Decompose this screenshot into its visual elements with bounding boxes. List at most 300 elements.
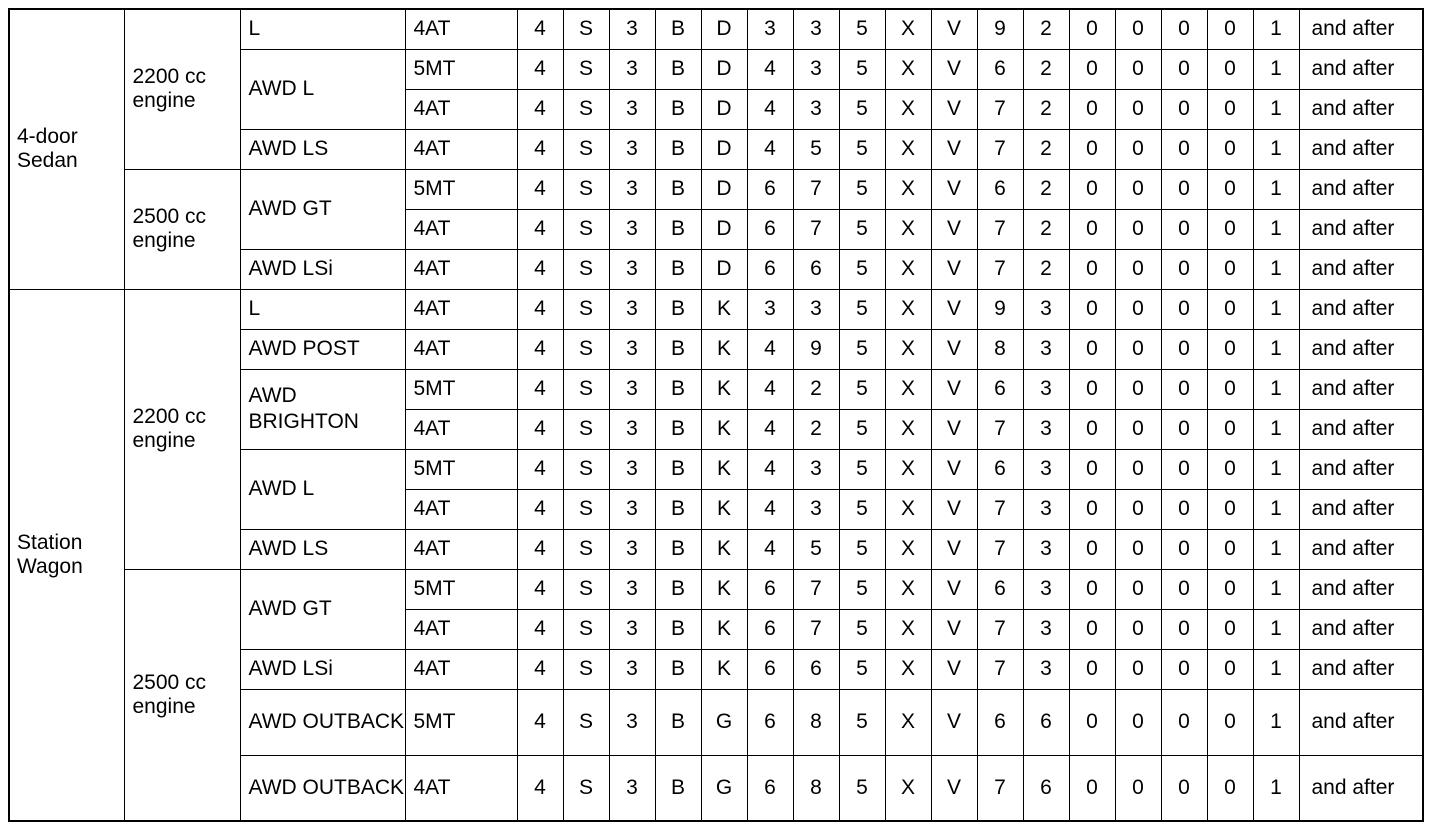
vin-char-cell: 3 (747, 289, 793, 329)
applicability-cell: and after (1299, 249, 1423, 289)
vin-char-cell: 0 (1069, 529, 1115, 569)
vin-char-cell: 0 (1207, 569, 1253, 609)
vin-char-cell: X (885, 129, 931, 169)
vin-char-cell: S (563, 649, 609, 689)
vin-char-cell: 3 (1023, 609, 1069, 649)
vin-char-cell: 4 (517, 689, 563, 755)
vin-char-cell: V (931, 89, 977, 129)
vin-char-cell: V (931, 755, 977, 821)
transmission-cell: 5MT (405, 49, 517, 89)
vin-char-cell: X (885, 649, 931, 689)
applicability-cell: and after (1299, 169, 1423, 209)
vin-char-cell: 0 (1069, 649, 1115, 689)
vin-char-cell: K (701, 409, 747, 449)
vin-char-cell: B (655, 329, 701, 369)
vin-char-cell: 1 (1253, 369, 1299, 409)
vin-char-cell: K (701, 369, 747, 409)
vin-char-cell: 0 (1161, 489, 1207, 529)
vin-char-cell: 0 (1115, 209, 1161, 249)
transmission-cell: 4AT (405, 755, 517, 821)
vin-char-cell: 1 (1253, 649, 1299, 689)
vin-char-cell: 0 (1069, 289, 1115, 329)
body-type-cell: 4-door Sedan (9, 9, 124, 289)
vin-char-cell: 7 (793, 569, 839, 609)
vin-char-cell: 3 (609, 209, 655, 249)
vin-char-cell: S (563, 49, 609, 89)
vin-char-cell: 0 (1069, 409, 1115, 449)
vin-char-cell: 4 (517, 489, 563, 529)
vin-char-cell: 6 (747, 609, 793, 649)
transmission-cell: 4AT (405, 409, 517, 449)
vin-char-cell: 0 (1069, 449, 1115, 489)
vin-char-cell: 7 (977, 489, 1023, 529)
vin-char-cell: K (701, 569, 747, 609)
vin-char-cell: V (931, 409, 977, 449)
vin-char-cell: V (931, 129, 977, 169)
vin-char-cell: 4 (517, 129, 563, 169)
vin-char-cell: B (655, 689, 701, 755)
vin-char-cell: 0 (1207, 689, 1253, 755)
vin-char-cell: 4 (517, 249, 563, 289)
vin-char-cell: 0 (1069, 209, 1115, 249)
vin-char-cell: X (885, 169, 931, 209)
transmission-cell: 5MT (405, 449, 517, 489)
vin-char-cell: 0 (1115, 609, 1161, 649)
engine-cell: 2200 cc engine (124, 289, 240, 569)
vin-char-cell: 1 (1253, 289, 1299, 329)
vin-char-cell: 0 (1069, 89, 1115, 129)
vin-char-cell: 7 (977, 209, 1023, 249)
vin-table-body (9, 9, 1423, 821)
vin-char-cell: D (701, 49, 747, 89)
vin-char-cell: 9 (793, 329, 839, 369)
vin-char-cell: 4 (747, 489, 793, 529)
vin-char-cell: 9 (977, 289, 1023, 329)
vin-char-cell: 4 (747, 89, 793, 129)
vin-char-cell: V (931, 489, 977, 529)
vin-char-cell: 4 (517, 49, 563, 89)
model-cell: AWD LS (240, 529, 405, 569)
table-row (9, 9, 1423, 49)
applicability-cell: and after (1299, 649, 1423, 689)
vin-char-cell: 0 (1115, 449, 1161, 489)
table-row (9, 569, 1423, 609)
vin-char-cell: S (563, 409, 609, 449)
transmission-cell: 5MT (405, 569, 517, 609)
vin-char-cell: X (885, 369, 931, 409)
model-cell: AWD OUTBACK (240, 755, 405, 821)
table-row (9, 169, 1423, 209)
vin-char-cell: V (931, 449, 977, 489)
vin-char-cell: B (655, 289, 701, 329)
vin-char-cell: S (563, 329, 609, 369)
applicability-cell: and after (1299, 409, 1423, 449)
applicability-cell: and after (1299, 9, 1423, 49)
vin-char-cell: S (563, 449, 609, 489)
vin-char-cell: 0 (1161, 249, 1207, 289)
vin-char-cell: 0 (1069, 129, 1115, 169)
vin-char-cell: 4 (747, 449, 793, 489)
vin-char-cell: 6 (793, 649, 839, 689)
applicability-cell: and after (1299, 49, 1423, 89)
vin-char-cell: 0 (1069, 689, 1115, 755)
transmission-cell: 4AT (405, 649, 517, 689)
vin-char-cell: 1 (1253, 489, 1299, 529)
vin-char-cell: X (885, 49, 931, 89)
vin-char-cell: 6 (977, 169, 1023, 209)
transmission-cell: 4AT (405, 329, 517, 369)
applicability-cell: and after (1299, 289, 1423, 329)
vin-char-cell: 6 (977, 449, 1023, 489)
vin-char-cell: 0 (1207, 49, 1253, 89)
vin-char-cell: 0 (1161, 449, 1207, 489)
vin-char-cell: 3 (609, 489, 655, 529)
vin-char-cell: 4 (517, 209, 563, 249)
vin-char-cell: S (563, 755, 609, 821)
engine-cell: 2200 cc engine (124, 9, 240, 169)
transmission-cell: 5MT (405, 689, 517, 755)
vin-char-cell: 0 (1161, 289, 1207, 329)
vin-char-cell: V (931, 329, 977, 369)
vin-char-cell: 0 (1161, 209, 1207, 249)
vin-char-cell: 4 (517, 449, 563, 489)
vin-char-cell: 0 (1161, 409, 1207, 449)
vin-char-cell: X (885, 209, 931, 249)
vin-char-cell: V (931, 289, 977, 329)
table-row (9, 289, 1423, 329)
vin-char-cell: 0 (1069, 369, 1115, 409)
transmission-cell: 4AT (405, 209, 517, 249)
vin-char-cell: 7 (793, 169, 839, 209)
vin-char-cell: B (655, 49, 701, 89)
vin-char-cell: S (563, 209, 609, 249)
vin-char-cell: 5 (793, 529, 839, 569)
vin-char-cell: 1 (1253, 209, 1299, 249)
applicability-cell: and after (1299, 209, 1423, 249)
vin-char-cell: 4 (517, 329, 563, 369)
vin-char-cell: 6 (747, 169, 793, 209)
transmission-cell: 4AT (405, 89, 517, 129)
vin-char-cell: 2 (1023, 49, 1069, 89)
vin-char-cell: 3 (793, 89, 839, 129)
vin-char-cell: S (563, 609, 609, 649)
vin-char-cell: 1 (1253, 569, 1299, 609)
vin-char-cell: 1 (1253, 249, 1299, 289)
vin-char-cell: 5 (793, 129, 839, 169)
vin-char-cell: X (885, 529, 931, 569)
vin-char-cell: V (931, 169, 977, 209)
vin-char-cell: 0 (1115, 169, 1161, 209)
vin-char-cell: 1 (1253, 529, 1299, 569)
vin-char-cell: 5 (839, 449, 885, 489)
vin-char-cell: 4 (517, 369, 563, 409)
vin-char-cell: 0 (1115, 329, 1161, 369)
transmission-cell: 4AT (405, 609, 517, 649)
vin-char-cell: X (885, 89, 931, 129)
vin-char-cell: X (885, 409, 931, 449)
vin-char-cell: B (655, 129, 701, 169)
vin-char-cell: 7 (977, 89, 1023, 129)
vin-char-cell: D (701, 249, 747, 289)
applicability-cell: and after (1299, 755, 1423, 821)
vin-char-cell: 6 (977, 49, 1023, 89)
vin-char-cell: 1 (1253, 9, 1299, 49)
vin-char-cell: 5 (839, 409, 885, 449)
vin-char-cell: G (701, 755, 747, 821)
transmission-cell: 4AT (405, 529, 517, 569)
vin-char-cell: 0 (1115, 369, 1161, 409)
vin-char-cell: 1 (1253, 609, 1299, 649)
vin-char-cell: 0 (1207, 289, 1253, 329)
vin-char-cell: 6 (747, 755, 793, 821)
vin-char-cell: K (701, 529, 747, 569)
vin-char-cell: X (885, 449, 931, 489)
vin-char-cell: S (563, 369, 609, 409)
vin-char-cell: 6 (977, 569, 1023, 609)
model-cell: AWD L (240, 49, 405, 129)
transmission-cell: 4AT (405, 249, 517, 289)
engine-cell: 2500 cc engine (124, 169, 240, 289)
vin-char-cell: B (655, 369, 701, 409)
vin-char-cell: X (885, 249, 931, 289)
vin-char-cell: 0 (1207, 9, 1253, 49)
vin-char-cell: 0 (1207, 169, 1253, 209)
vin-char-cell: 6 (747, 689, 793, 755)
vin-char-cell: K (701, 609, 747, 649)
vin-char-cell: 3 (609, 49, 655, 89)
vin-char-cell: 5 (839, 689, 885, 755)
vin-char-cell: 3 (609, 689, 655, 755)
vin-char-cell: 7 (977, 409, 1023, 449)
vin-char-cell: 0 (1207, 449, 1253, 489)
vin-char-cell: S (563, 89, 609, 129)
vin-char-cell: 6 (747, 569, 793, 609)
vin-char-cell: X (885, 489, 931, 529)
vin-char-cell: 3 (1023, 289, 1069, 329)
vin-char-cell: 4 (747, 529, 793, 569)
vin-char-cell: S (563, 129, 609, 169)
vin-char-cell: 0 (1161, 129, 1207, 169)
vin-char-cell: 0 (1115, 689, 1161, 755)
vin-char-cell: 5 (839, 489, 885, 529)
vin-char-cell: 4 (747, 49, 793, 89)
vin-table (8, 8, 1424, 822)
vin-char-cell: 3 (793, 449, 839, 489)
vin-char-cell: 8 (793, 689, 839, 755)
transmission-cell: 4AT (405, 9, 517, 49)
body-type-cell: Station Wagon (9, 289, 124, 821)
vin-char-cell: 3 (747, 9, 793, 49)
vin-char-cell: 0 (1207, 649, 1253, 689)
vin-char-cell: 3 (609, 409, 655, 449)
vin-char-cell: S (563, 529, 609, 569)
vin-char-cell: B (655, 569, 701, 609)
vin-char-cell: S (563, 169, 609, 209)
vin-char-cell: 0 (1115, 249, 1161, 289)
vin-char-cell: B (655, 649, 701, 689)
vin-char-cell: 5 (839, 369, 885, 409)
vin-char-cell: 0 (1161, 529, 1207, 569)
vin-char-cell: 3 (1023, 409, 1069, 449)
transmission-cell: 4AT (405, 129, 517, 169)
vin-char-cell: 0 (1115, 129, 1161, 169)
vin-char-cell: X (885, 329, 931, 369)
model-cell: AWD GT (240, 569, 405, 649)
vin-char-cell: 4 (747, 409, 793, 449)
vin-char-cell: 0 (1115, 49, 1161, 89)
vin-char-cell: 4 (747, 369, 793, 409)
vin-char-cell: 0 (1069, 569, 1115, 609)
vin-char-cell: 3 (1023, 369, 1069, 409)
vin-char-cell: 4 (517, 755, 563, 821)
vin-char-cell: 0 (1115, 9, 1161, 49)
vin-char-cell: 0 (1161, 689, 1207, 755)
applicability-cell: and after (1299, 609, 1423, 649)
model-cell: AWD LS (240, 129, 405, 169)
vin-char-cell: 0 (1161, 169, 1207, 209)
vin-char-cell: 6 (1023, 755, 1069, 821)
vin-char-cell: V (931, 649, 977, 689)
vin-char-cell: 0 (1207, 89, 1253, 129)
vin-char-cell: 2 (1023, 209, 1069, 249)
vin-char-cell: 3 (609, 249, 655, 289)
vin-char-cell: X (885, 569, 931, 609)
vin-char-cell: K (701, 329, 747, 369)
model-cell: AWD L (240, 449, 405, 529)
vin-char-cell: 6 (747, 209, 793, 249)
vin-char-cell: 3 (793, 489, 839, 529)
vin-char-cell: 7 (977, 129, 1023, 169)
applicability-cell: and after (1299, 569, 1423, 609)
vin-char-cell: 0 (1207, 369, 1253, 409)
vin-char-cell: 7 (977, 249, 1023, 289)
vin-char-cell: 5 (839, 89, 885, 129)
vin-char-cell: 8 (793, 755, 839, 821)
vin-char-cell: 0 (1069, 755, 1115, 821)
applicability-cell: and after (1299, 369, 1423, 409)
vin-char-cell: 5 (839, 9, 885, 49)
vin-char-cell: K (701, 449, 747, 489)
vin-char-cell: 6 (793, 249, 839, 289)
vin-char-cell: 0 (1161, 755, 1207, 821)
vin-char-cell: 0 (1161, 49, 1207, 89)
vin-char-cell: B (655, 755, 701, 821)
vin-char-cell: 3 (609, 9, 655, 49)
vin-char-cell: 0 (1115, 755, 1161, 821)
model-cell: AWD LSi (240, 249, 405, 289)
vin-char-cell: 3 (609, 649, 655, 689)
vin-char-cell: B (655, 409, 701, 449)
applicability-cell: and after (1299, 329, 1423, 369)
vin-char-cell: 0 (1207, 329, 1253, 369)
vin-char-cell: B (655, 89, 701, 129)
vin-char-cell: 4 (747, 129, 793, 169)
vin-char-cell: S (563, 289, 609, 329)
vin-char-cell: 0 (1069, 609, 1115, 649)
vin-char-cell: 0 (1069, 169, 1115, 209)
vin-char-cell: K (701, 289, 747, 329)
vin-char-cell: 6 (747, 249, 793, 289)
vin-char-cell: 0 (1115, 569, 1161, 609)
vin-char-cell: 1 (1253, 409, 1299, 449)
vin-char-cell: 5 (839, 249, 885, 289)
model-cell: AWD GT (240, 169, 405, 249)
vin-char-cell: 0 (1115, 489, 1161, 529)
vin-char-cell: V (931, 609, 977, 649)
vin-char-cell: 1 (1253, 755, 1299, 821)
vin-char-cell: 0 (1207, 489, 1253, 529)
vin-char-cell: B (655, 449, 701, 489)
vin-char-cell: S (563, 489, 609, 529)
vin-char-cell: 3 (793, 9, 839, 49)
vin-char-cell: 2 (1023, 89, 1069, 129)
vin-char-cell: 1 (1253, 169, 1299, 209)
vin-char-cell: 3 (1023, 529, 1069, 569)
applicability-cell: and after (1299, 129, 1423, 169)
vin-char-cell: V (931, 689, 977, 755)
vin-char-cell: 5 (839, 529, 885, 569)
vin-char-cell: 3 (609, 529, 655, 569)
vin-char-cell: 0 (1115, 529, 1161, 569)
vin-char-cell: 4 (517, 409, 563, 449)
vin-char-cell: 1 (1253, 449, 1299, 489)
vin-char-cell: D (701, 169, 747, 209)
vin-char-cell: 0 (1069, 249, 1115, 289)
applicability-cell: and after (1299, 489, 1423, 529)
vin-char-cell: 0 (1115, 289, 1161, 329)
vin-char-cell: 0 (1161, 369, 1207, 409)
vin-char-cell: B (655, 489, 701, 529)
vin-char-cell: X (885, 689, 931, 755)
vin-char-cell: 7 (977, 649, 1023, 689)
vin-char-cell: B (655, 209, 701, 249)
vin-char-cell: 3 (1023, 489, 1069, 529)
vin-char-cell: 1 (1253, 689, 1299, 755)
vin-char-cell: 3 (609, 369, 655, 409)
vin-char-cell: 0 (1161, 609, 1207, 649)
engine-cell: 2500 cc engine (124, 569, 240, 821)
vin-char-cell: V (931, 529, 977, 569)
vin-char-cell: 6 (747, 649, 793, 689)
vin-char-cell: 0 (1115, 89, 1161, 129)
vin-char-cell: X (885, 9, 931, 49)
vin-char-cell: 4 (517, 609, 563, 649)
vin-char-cell: 0 (1161, 89, 1207, 129)
vin-char-cell: 7 (793, 609, 839, 649)
vin-char-cell: 1 (1253, 89, 1299, 129)
vin-char-cell: S (563, 9, 609, 49)
vin-char-cell: V (931, 9, 977, 49)
vin-char-cell: 0 (1115, 649, 1161, 689)
vin-char-cell: 5 (839, 129, 885, 169)
vin-char-cell: 6 (977, 369, 1023, 409)
vin-char-cell: V (931, 249, 977, 289)
model-cell: AWD LSi (240, 649, 405, 689)
vin-char-cell: 6 (977, 689, 1023, 755)
vin-char-cell: S (563, 569, 609, 609)
vin-char-cell: 0 (1207, 609, 1253, 649)
vin-char-cell: 3 (609, 609, 655, 649)
vin-char-cell: 5 (839, 49, 885, 89)
vin-char-cell: 0 (1207, 129, 1253, 169)
vin-char-cell: 2 (793, 369, 839, 409)
vin-char-cell: 3 (1023, 449, 1069, 489)
vin-char-cell: 0 (1161, 569, 1207, 609)
vin-char-cell: K (701, 489, 747, 529)
vin-char-cell: 3 (609, 169, 655, 209)
vin-char-cell: V (931, 369, 977, 409)
vin-char-cell: V (931, 209, 977, 249)
